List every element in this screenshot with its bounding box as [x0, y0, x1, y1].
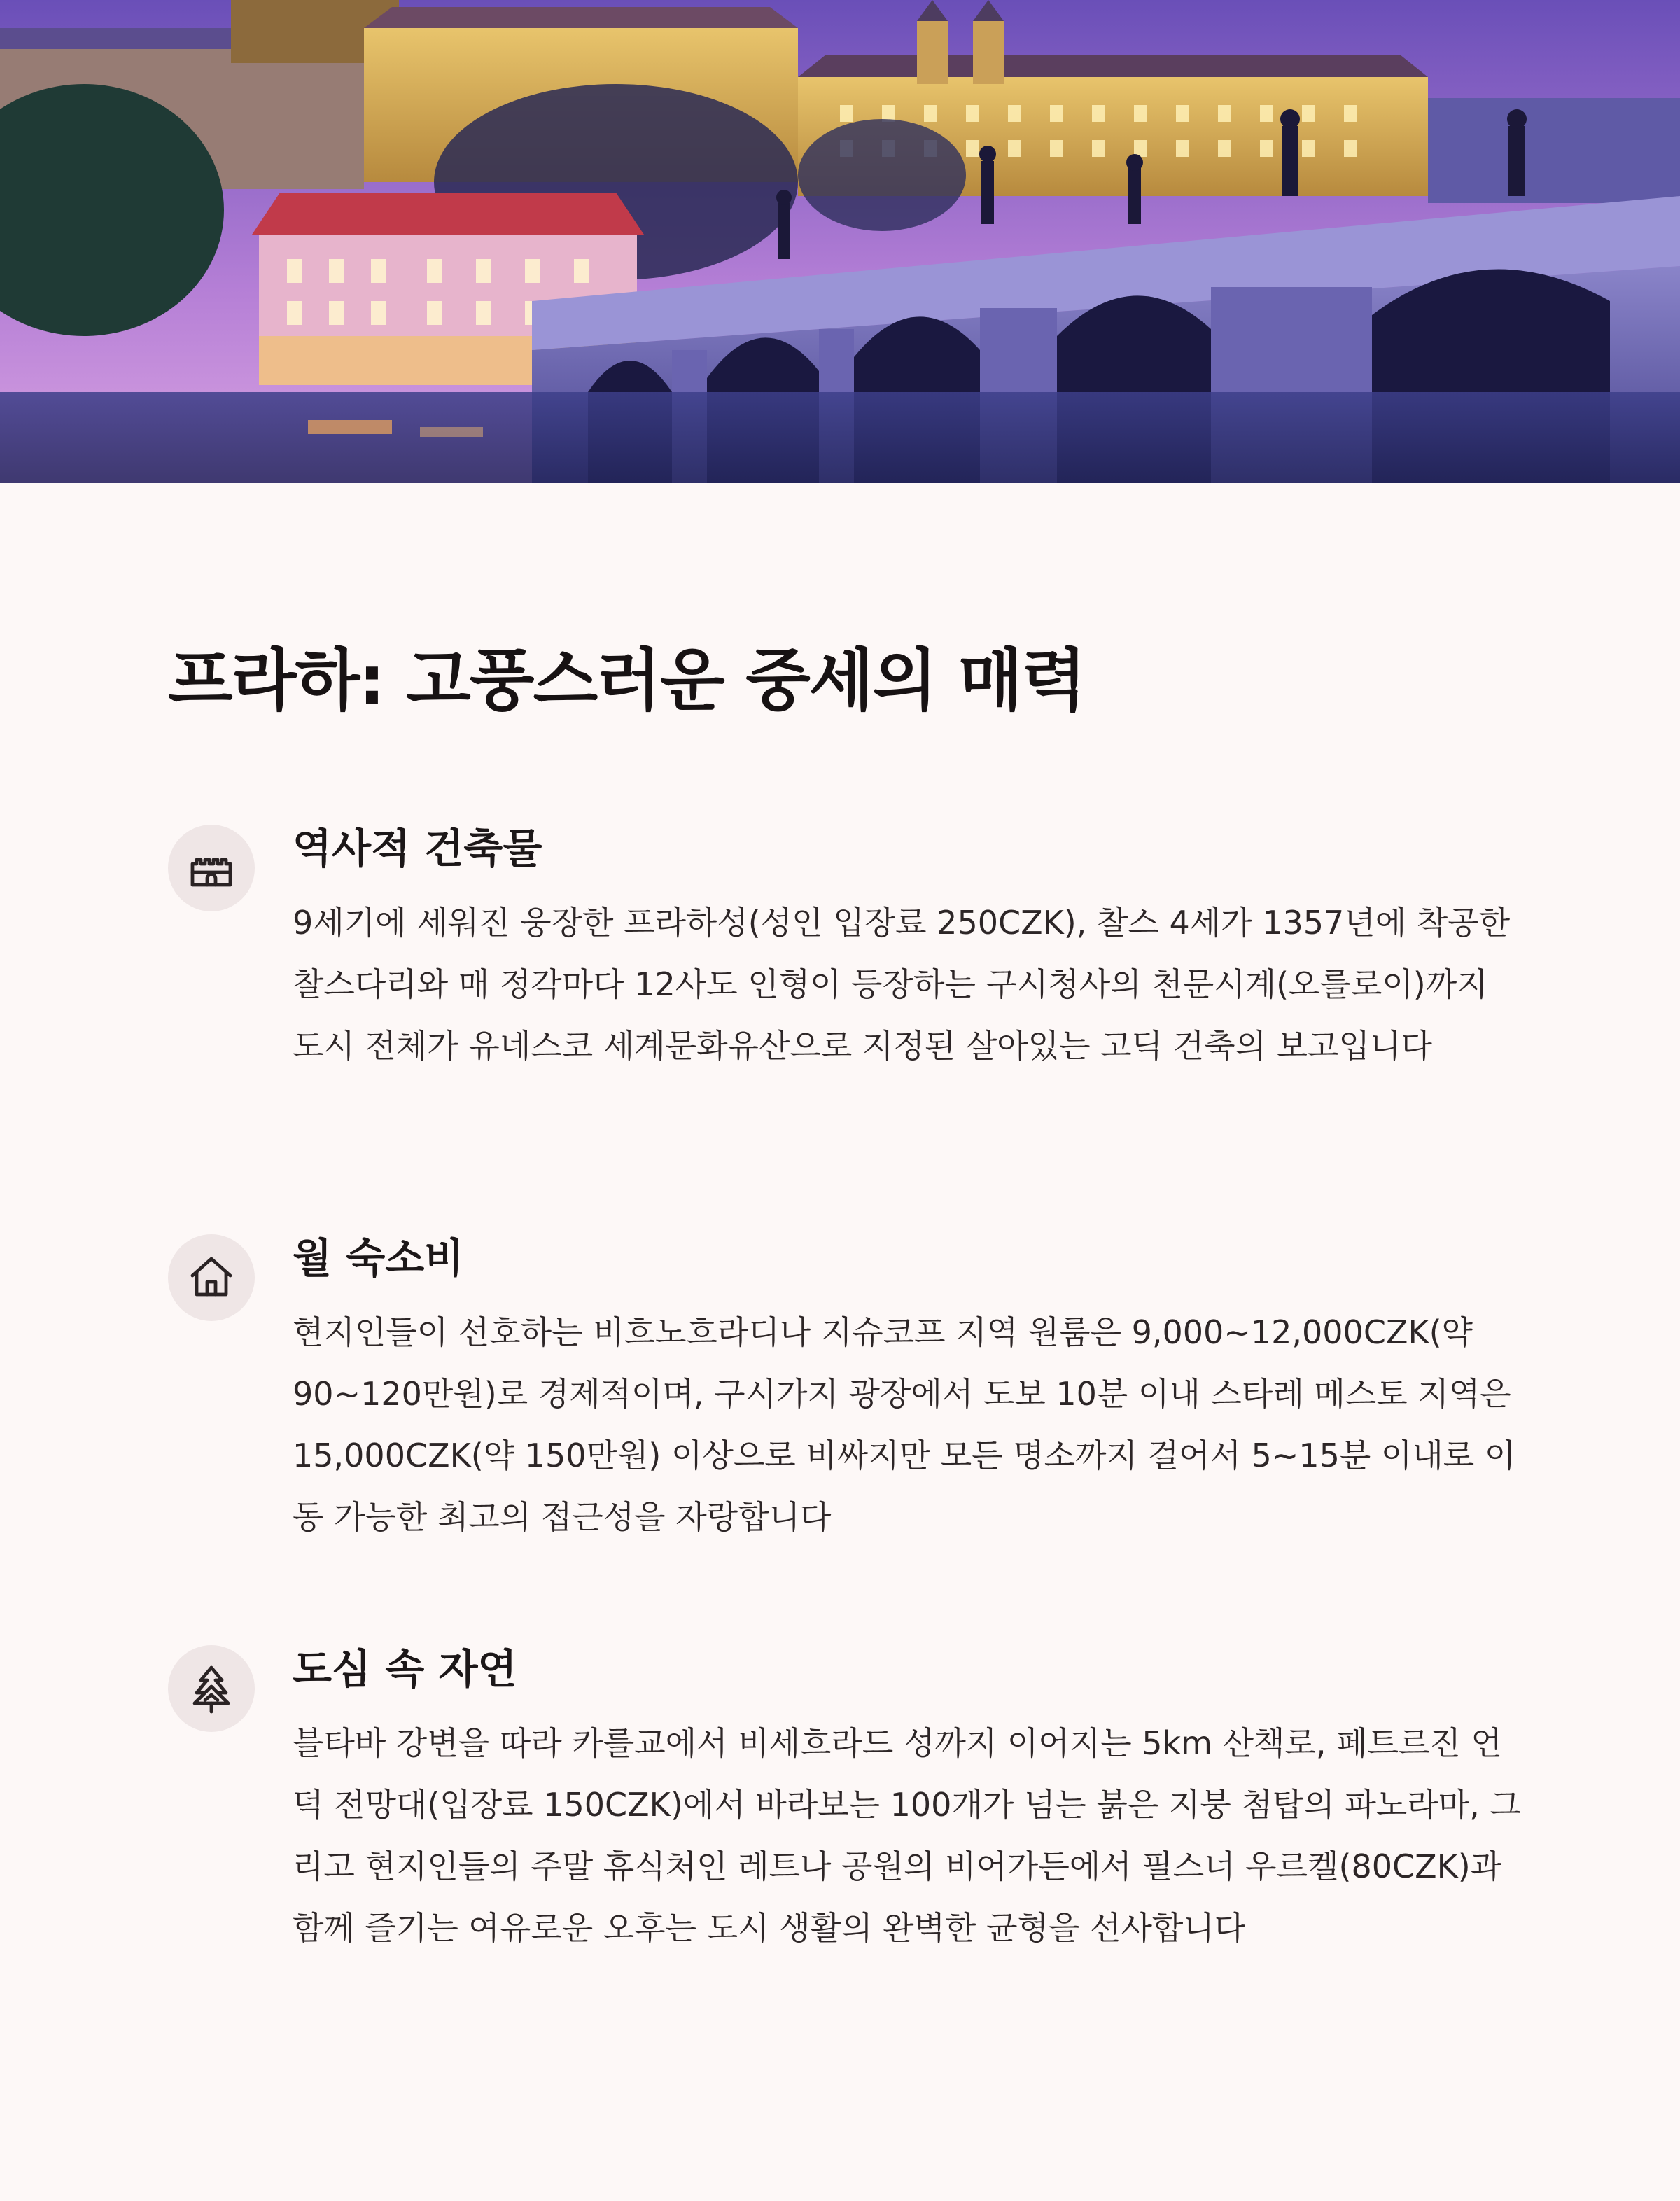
- section-title: 도심 속 자연: [293, 1645, 517, 1693]
- castle-icon: [168, 825, 255, 911]
- content: [168, 641, 1540, 1947]
- tree-icon: [168, 1645, 255, 1732]
- page-title: 프라하: 고풍스러운 중세의 매력: [168, 641, 1086, 720]
- section-body: 블타바 강변을 따라 카를교에서 비세흐라드 성까지 이어지는 5km 산책로, 페트르진 언덕 전망대(입장료 150CZK)에서 바라보는 100개가 넘는 붉은 지붕 첨탑의 파노라마, 그리고 현지인들의 주말 휴식처인 레트나 공원의 비어가든에서 필스너 우르켈(80CZK)과 함께 즐기는 여유로운 오후는 도시 생활의 완벽한 균형을 선사합니다: [293, 1724, 1521, 1947]
- section-title: 월 숙소비: [293, 1234, 464, 1282]
- section-body: 9세기에 세워진 웅장한 프라하성(성인 입장료 250CZK), 찰스 4세가 1357년에 착공한 찰스다리와 매 정각마다 12사도 인형이 등장하는 구시청사의 천문시계(오를로이)까지 도시 전체가 유네스코 세계문화유산으로 지정된 살아있는 고딕 건축의 보고입니다: [293, 903, 1511, 1065]
- section-body: 현지인들이 선호하는 비흐노흐라디나 지슈코프 지역 원룸은 9,000~12,000CZK(약 90~120만원)로 경제적이며, 구시가지 광장에서 도보 10분 이내 스타레 메스토 지역은 15,000CZK(약 150만원) 이상으로 비싸지만 모든 명소까지 걸어서 5~15분 이내로 이동 가능한 최고의 접근성을 자랑합니다: [293, 1313, 1516, 1536]
- house-icon: [168, 1234, 255, 1321]
- hero-image: [0, 0, 1680, 483]
- section-title: 역사적 건축물: [293, 825, 542, 872]
